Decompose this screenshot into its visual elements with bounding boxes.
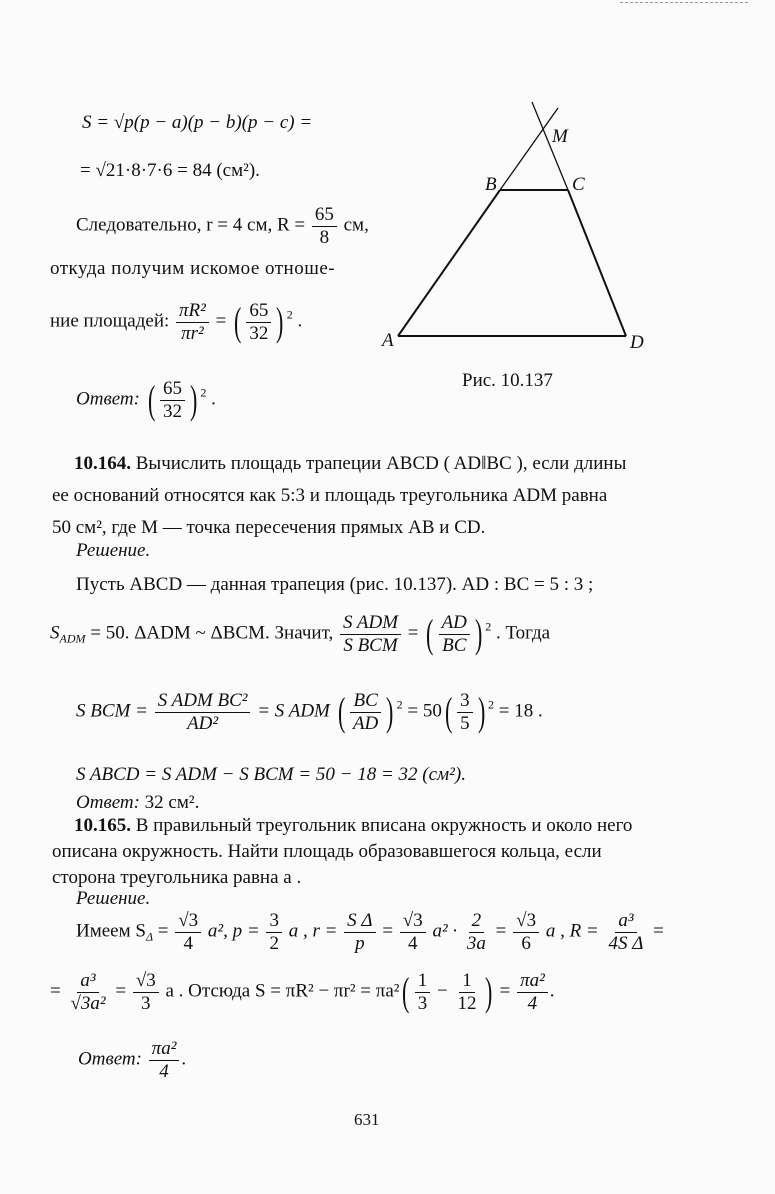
problem-164-answer-label: Ответ: <box>76 792 140 813</box>
l2-a: = <box>50 980 61 1002</box>
problem-165-line1 <box>76 910 664 955</box>
line3-pow2: 2 <box>487 697 494 712</box>
l1-f: = <box>495 920 507 942</box>
area-ratio-pow: 2 <box>286 307 293 322</box>
l2-c: a . Отсюда S = πR² − πr² = πa² <box>165 980 400 1002</box>
prev-answer: Ответ: ( $\frac{65}{32}$ ) $^2$ . <box>76 377 216 423</box>
radius-fraction-den: 8 <box>319 226 330 248</box>
l1-f1n: √3 <box>175 910 201 933</box>
problem-164-text2: ее оснований относятся как 5:3 и площадь треугольника ADM равна <box>52 485 608 506</box>
line2-fnum: S ADM <box>340 612 401 635</box>
trapezoid-figure <box>380 100 660 360</box>
extension-ab <box>500 108 558 190</box>
line2-rden: BC <box>442 634 467 656</box>
problem-164-text3: 50 см², где M — точка пересечения прямых AB и CD. <box>52 517 486 538</box>
problem-164-text1: Вычислить площадь трапеции ABCD ( AD‖BC ), если длины <box>135 453 627 474</box>
radii-text: Следовательно, r = 4 см, R = <box>76 214 306 236</box>
page-number: 631 <box>354 1110 380 1129</box>
l1-f7n: a³ <box>615 910 636 933</box>
line2-mid: = 50. ΔADM ~ ΔBCM. Значит, <box>90 622 334 644</box>
problem-165-answer-label: Ответ: <box>78 1048 142 1070</box>
l1-f2d: 2 <box>269 932 279 954</box>
l1-f6d: 6 <box>521 932 531 954</box>
problem-165-statement <box>52 813 677 891</box>
area-ratio-fden: 32 <box>249 322 269 344</box>
prev-answer-num: 65 <box>160 378 185 401</box>
l1-b: a², p = <box>207 920 260 942</box>
line3-mid: = S ADM <box>257 700 330 722</box>
line3-mid2: = 50 <box>407 700 442 722</box>
l1-f3d: p <box>355 932 365 954</box>
l2-f3n: 1 <box>415 970 431 993</box>
l1-d: = <box>382 920 394 942</box>
l2-f2n: √3 <box>133 970 159 993</box>
line3-pow: 2 <box>396 697 403 712</box>
side-ab <box>398 190 500 336</box>
l1-f3n: S Δ <box>344 910 375 933</box>
l1-f2n: 3 <box>266 910 282 933</box>
line3-sden: 5 <box>460 712 470 734</box>
problem-164-line3: S BCM = $\frac{\text{S ADM BC²}}{\text{AD²}}$ = S ADM ( $\frac{BC}{AD}$ ) $^2$ = 50( $\frac{3}{5}$ ) $^2$ = 18 . <box>76 689 543 735</box>
problem-165-answer-num: πa² <box>149 1038 180 1061</box>
l1-f1d: 4 <box>183 932 193 954</box>
l2-f2d: 3 <box>141 992 151 1014</box>
l1-f5n: 2 <box>469 910 485 933</box>
line3-end: = 18 . <box>498 700 543 722</box>
problem-165-line2: = $\frac{\text{a³}}{\text{√3a²}}$ = $\frac{√3}{3}$ a . Отсюда S = πR² − πr² = πa²( $\frac{1}{3}$ − $\frac{1}{12}$ ) = $\frac{\text{πa²}}{4}$ . <box>50 969 555 1015</box>
problem-165-answer-den: 4 <box>159 1060 169 1082</box>
area-ratio-num: πR² <box>176 300 209 323</box>
l1-a: Имеем S <box>76 920 146 942</box>
label-c: C <box>572 174 585 195</box>
problem-164-answer-value: 32 см². <box>144 792 200 813</box>
problem-165-number: 10.165. <box>74 815 131 836</box>
line2-end: . Тогда <box>495 622 551 644</box>
l2-d: = <box>499 980 511 1002</box>
radius-unit: см, <box>343 214 369 236</box>
problem-164-statement <box>52 448 677 544</box>
problem-165-answer: Ответ: $\frac{\text{πa²}}{4}$ . <box>78 1038 187 1082</box>
l2-f3d: 3 <box>417 992 428 1014</box>
area-ratio-line: ние площадей: $\frac{\text{πR²}}{\text{πr²}}$ = ( $\frac{65}{32}$ ) $^2$ . <box>50 299 303 345</box>
line3-rnum: BC <box>350 690 380 713</box>
line3-lhs: S BCM = <box>76 700 148 722</box>
line3-fden: AD² <box>187 712 219 734</box>
heron-result-line: = √21·8·7·6 = 84 (см²). <box>80 160 260 181</box>
prev-answer-pow: 2 <box>200 385 207 400</box>
radius-fraction-num: 65 <box>312 204 337 227</box>
l2-end: . <box>549 980 555 1002</box>
line3-rden: AD <box>352 712 379 734</box>
problem-165-solution-label: Решение. <box>76 888 151 909</box>
radii-line <box>76 204 369 249</box>
l1-c: a , r = <box>288 920 338 942</box>
line3-fnum: S ADM BC² <box>155 690 251 713</box>
problem-165-text3: сторона треугольника равна a . <box>52 867 302 888</box>
area-ratio-den: πr² <box>181 322 204 344</box>
line2-sub: ADM <box>59 631 86 646</box>
line2-s: S <box>50 622 60 644</box>
line3-snum: 3 <box>457 690 473 713</box>
figure-caption: Рис. 10.137 <box>462 370 553 391</box>
line2-rnum: AD <box>439 612 470 635</box>
l1-a-eq: = <box>157 920 169 942</box>
prev-answer-label: Ответ: <box>76 388 140 410</box>
line2-eq: = <box>407 622 419 644</box>
l1-f4n: √3 <box>400 910 426 933</box>
area-ratio-eq: = <box>215 310 227 332</box>
problem-164-line1: Пусть ABCD — данная трапеция (рис. 10.137). AD : BC = 5 : 3 ; <box>76 574 594 595</box>
problem-164-line2: $S_{ADM} = 50$. ΔADM ~ ΔBCM. Значит, $\frac{\text{S ADM}}{\text{S BCM}}$ = ( $\frac{AD}{BC}$ ) $^2$ . Тогда <box>50 611 551 657</box>
heron-formula-line: S = √p(p − a)(p − b)(p − c) = <box>82 112 313 133</box>
problem-164-solution-label: Решение. <box>76 540 151 561</box>
l2-f5n: πa² <box>517 970 548 993</box>
label-d: D <box>630 332 644 353</box>
l1-e: a² · <box>432 920 458 942</box>
l1-h: = <box>653 920 664 942</box>
l1-f4d: 4 <box>408 932 418 954</box>
l1-a-sub: Δ <box>145 929 153 944</box>
area-ratio-text: ние площадей: <box>50 310 170 332</box>
label-a: A <box>382 330 394 351</box>
l1-g: a , R = <box>545 920 599 942</box>
problem-164-line4: S ABCD = S ADM − S BCM = 50 − 18 = 32 (см²). <box>76 764 466 785</box>
side-cd <box>568 190 626 336</box>
line2-pow: 2 <box>485 619 492 634</box>
ratio-sentence: откуда получим искомое отноше- <box>50 258 336 279</box>
l1-f7d: 4S Δ <box>608 932 644 954</box>
problem-165-text1: В правильный треугольник вписана окружность и около него <box>135 815 633 836</box>
l2-f1n: a³ <box>77 970 98 993</box>
l2-f5d: 4 <box>527 992 538 1014</box>
l2-f1d: √3a² <box>70 992 106 1014</box>
problem-164-number: 10.164. <box>74 453 131 474</box>
problem-164-answer <box>76 792 199 814</box>
l1-f5d: 3a <box>466 932 486 954</box>
line2-fden: S BCM <box>343 634 398 656</box>
l2-b: = <box>115 980 127 1002</box>
l2-minus: − <box>437 980 448 1002</box>
l2-f4n: 1 <box>459 970 475 993</box>
label-b: B <box>485 174 497 195</box>
area-ratio-fnum: 65 <box>246 300 271 323</box>
label-m: M <box>552 126 568 147</box>
l2-f4d: 12 <box>457 992 477 1014</box>
prev-answer-den: 32 <box>163 400 182 422</box>
problem-165-text2: описана окружность. Найти площадь образовавшегося кольца, если <box>52 841 602 862</box>
page-edge-mark <box>620 2 748 3</box>
l1-f6n: √3 <box>513 910 539 933</box>
